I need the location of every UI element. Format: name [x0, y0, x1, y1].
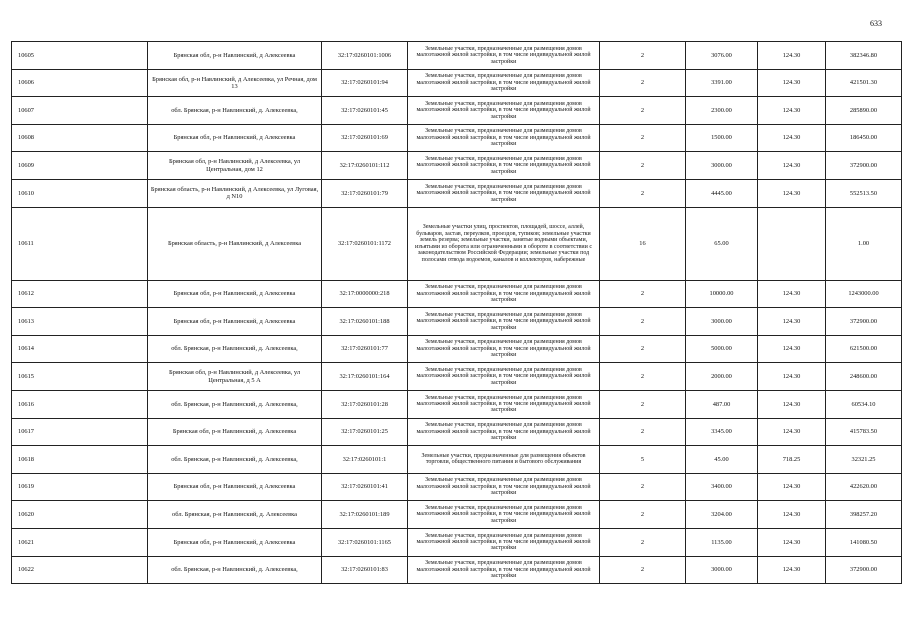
cadastral-value-cell: 372900.00 [826, 152, 902, 180]
cadastral-number-cell: 32:17:0260101:188 [322, 308, 408, 336]
specific-value-cell: 124.30 [758, 97, 826, 125]
category-cell: 2 [600, 97, 686, 125]
cadastral-number-cell: 32:17:0260101:1165 [322, 528, 408, 556]
table-row [12, 280, 902, 308]
address-cell: Брянская обл, р-н Навлинский, д Алексеевка [148, 42, 322, 70]
address-cell: Брянская обл, р-н Навлинский, д Алексеевка [148, 308, 322, 336]
land-use-description-cell: Земельные участки, предназначенные для размещения домов малоэтажной жилой застройки, в том числе индивидуальной жилой застройки [408, 473, 600, 501]
land-use-description-cell: Земельные участки, предназначенные для размещения домов малоэтажной жилой застройки, в том числе индивидуальной жилой застройки [408, 418, 600, 446]
land-use-description-cell: Земельные участки, предназначенные для размещения домов малоэтажной жилой застройки, в том числе индивидуальной жилой застройки [408, 124, 600, 152]
specific-value-cell: 124.30 [758, 335, 826, 363]
row-number-cell: 10614 [12, 335, 148, 363]
row-number-cell: 10611 [12, 207, 148, 280]
address-cell: обл. Брянская, р-н Навлинский, д. Алексеевка, [148, 556, 322, 584]
specific-value-cell: 124.30 [758, 363, 826, 391]
specific-value-cell: 124.30 [758, 528, 826, 556]
area-cell: 45.00 [686, 446, 758, 474]
cadastral-value-cell: 415783.50 [826, 418, 902, 446]
cadastral-number-cell: 32:17:0260101:45 [322, 97, 408, 125]
area-cell: 1135.00 [686, 528, 758, 556]
land-use-description-cell: Земельные участки, предназначенные для размещения домов малоэтажной жилой застройки, в том числе индивидуальной жилой застройки [408, 335, 600, 363]
page-number: 633 [870, 19, 882, 28]
category-cell: 2 [600, 69, 686, 97]
specific-value-cell: 124.30 [758, 42, 826, 70]
cadastral-number-cell: 32:17:0000000:218 [322, 280, 408, 308]
land-use-description-cell: Земельные участки, предназначенные для размещения домов малоэтажной жилой застройки, в том числе индивидуальной жилой застройки [408, 69, 600, 97]
table-row [12, 501, 902, 529]
table-row [12, 42, 902, 70]
specific-value-cell: 124.30 [758, 308, 826, 336]
specific-value-cell: 124.30 [758, 124, 826, 152]
row-number-cell: 10607 [12, 97, 148, 125]
specific-value-cell: 124.30 [758, 473, 826, 501]
row-number-cell: 10606 [12, 69, 148, 97]
category-cell: 2 [600, 280, 686, 308]
cadastral-number-cell: 32:17:0260101:25 [322, 418, 408, 446]
address-cell: Брянская обл, р-н Навлинский, д Алексеевка [148, 124, 322, 152]
category-cell: 5 [600, 446, 686, 474]
area-cell: 2000.00 [686, 363, 758, 391]
table-row [12, 446, 902, 474]
table-row [12, 418, 902, 446]
address-cell: Брянская обл, р-н Навлинский, д Алексеевка, ул Центральная, д 5 А [148, 363, 322, 391]
cadastral-value-cell: 372900.00 [826, 308, 902, 336]
category-cell: 2 [600, 363, 686, 391]
cadastral-number-cell: 32:17:0260101:1 [322, 446, 408, 474]
row-number-cell: 10619 [12, 473, 148, 501]
row-number-cell: 10617 [12, 418, 148, 446]
address-cell: Брянская область, р-н Навлинский, д Алексеевка, ул Луговая, д N10 [148, 179, 322, 207]
address-cell: Брянская обл, р-н Навлинский, д Алексеевка [148, 280, 322, 308]
cadastral-number-cell: 32:17:0260101:1006 [322, 42, 408, 70]
address-cell: Брянская обл, р-н Навлинский, д Алексеевка [148, 528, 322, 556]
area-cell: 3400.00 [686, 473, 758, 501]
row-number-cell: 10610 [12, 179, 148, 207]
cadastral-value-cell: 422620.00 [826, 473, 902, 501]
category-cell: 2 [600, 556, 686, 584]
cadastral-value-cell: 621500.00 [826, 335, 902, 363]
land-use-description-cell: Земельные участки улиц, проспектов, площадей, шоссе, аллей, бульваров, застав, переулков, проездов, тупиков; земельные участки земель резерва; земельные участки, занятые водными объектами, изъятыми из оборота или ограниченными в обороте в соответствии с законодательством Российской Федерации; земельные участки под полосами отвода водоемов, каналов и коллекторов, набережные [408, 207, 600, 280]
category-cell: 2 [600, 473, 686, 501]
address-cell: обл. Брянская, р-н Навлинский, д. Алексеевка, [148, 446, 322, 474]
area-cell: 2300.00 [686, 97, 758, 125]
table-row [12, 308, 902, 336]
cadastral-value-cell: 141080.50 [826, 528, 902, 556]
category-cell: 2 [600, 179, 686, 207]
cadastral-value-cell: 1243000.00 [826, 280, 902, 308]
land-use-description-cell: Земельные участки, предназначенные для размещения домов малоэтажной жилой застройки, в том числе индивидуальной жилой застройки [408, 556, 600, 584]
area-cell: 4445.00 [686, 179, 758, 207]
specific-value-cell [758, 207, 826, 280]
cadastral-value-cell: 1.00 [826, 207, 902, 280]
cadastral-number-cell: 32:17:0260101:189 [322, 501, 408, 529]
specific-value-cell: 124.30 [758, 501, 826, 529]
cadastral-number-cell: 32:17:0260101:69 [322, 124, 408, 152]
table-row [12, 179, 902, 207]
category-cell: 2 [600, 418, 686, 446]
cadastral-value-cell: 382346.80 [826, 42, 902, 70]
category-cell: 2 [600, 335, 686, 363]
cadastral-number-cell: 32:17:0260101:28 [322, 390, 408, 418]
cadastral-value-cell: 552513.50 [826, 179, 902, 207]
cadastral-number-cell: 32:17:0260101:1172 [322, 207, 408, 280]
cadastral-number-cell: 32:17:0260101:94 [322, 69, 408, 97]
table-row [12, 97, 902, 125]
table-row [12, 207, 902, 280]
address-cell: обл. Брянская, р-н Навлинский, д. Алексеевка, [148, 97, 322, 125]
table-row [12, 69, 902, 97]
specific-value-cell: 124.30 [758, 152, 826, 180]
row-number-cell: 10613 [12, 308, 148, 336]
cadastral-value-cell: 421501.30 [826, 69, 902, 97]
specific-value-cell: 124.30 [758, 418, 826, 446]
cadastral-value-table [11, 41, 902, 584]
land-use-description-cell: Земельные участки, предназначенные для размещения домов малоэтажной жилой застройки, в том числе индивидуальной жилой застройки [408, 42, 600, 70]
area-cell: 3391.00 [686, 69, 758, 97]
address-cell: обл. Брянская, р-н Навлинский, д. Алексеевка, [148, 335, 322, 363]
row-number-cell: 10608 [12, 124, 148, 152]
land-use-description-cell: Земельные участки, предназначенные для размещения домов малоэтажной жилой застройки, в том числе индивидуальной жилой застройки [408, 97, 600, 125]
land-use-description-cell: Земельные участки, предназначенные для размещения домов малоэтажной жилой застройки, в том числе индивидуальной жилой застройки [408, 501, 600, 529]
specific-value-cell: 124.30 [758, 280, 826, 308]
land-use-description-cell: Земельные участки, предназначенные для размещения объектов торговли, общественного питания и бытового обслуживания [408, 446, 600, 474]
row-number-cell: 10612 [12, 280, 148, 308]
category-cell: 2 [600, 390, 686, 418]
specific-value-cell: 124.30 [758, 390, 826, 418]
row-number-cell: 10605 [12, 42, 148, 70]
table-row [12, 473, 902, 501]
address-cell: Брянская обл, р-н Навлинский, д Алексеевка, ул Речная, дом 13 [148, 69, 322, 97]
table-row [12, 363, 902, 391]
area-cell: 3204.00 [686, 501, 758, 529]
cadastral-value-cell: 372900.00 [826, 556, 902, 584]
area-cell: 10000.00 [686, 280, 758, 308]
specific-value-cell: 124.30 [758, 556, 826, 584]
category-cell: 2 [600, 124, 686, 152]
cadastral-number-cell: 32:17:0260101:77 [322, 335, 408, 363]
area-cell: 3000.00 [686, 556, 758, 584]
area-cell: 1500.00 [686, 124, 758, 152]
row-number-cell: 10620 [12, 501, 148, 529]
table-row [12, 556, 902, 584]
land-use-description-cell: Земельные участки, предназначенные для размещения домов малоэтажной жилой застройки, в том числе индивидуальной жилой застройки [408, 280, 600, 308]
area-cell: 3076.00 [686, 42, 758, 70]
row-number-cell: 10609 [12, 152, 148, 180]
category-cell: 16 [600, 207, 686, 280]
table-body [12, 42, 902, 584]
table-row [12, 124, 902, 152]
land-use-description-cell: Земельные участки, предназначенные для размещения домов малоэтажной жилой застройки, в том числе индивидуальной жилой застройки [408, 308, 600, 336]
cadastral-number-cell: 32:17:0260101:79 [322, 179, 408, 207]
cadastral-value-cell: 248600.00 [826, 363, 902, 391]
address-cell: обл. Брянская, р-н Навлинский, д. Алексеевка [148, 501, 322, 529]
category-cell: 2 [600, 528, 686, 556]
table-row [12, 528, 902, 556]
row-number-cell: 10618 [12, 446, 148, 474]
category-cell: 2 [600, 308, 686, 336]
area-cell: 487.00 [686, 390, 758, 418]
table-row [12, 152, 902, 180]
specific-value-cell: 124.30 [758, 69, 826, 97]
table-row [12, 390, 902, 418]
land-use-description-cell: Земельные участки, предназначенные для размещения домов малоэтажной жилой застройки, в том числе индивидуальной жилой застройки [408, 528, 600, 556]
address-cell: Брянская обл, р-н Навлинский, д. Алексеевка [148, 418, 322, 446]
address-cell: Брянская обл, р-н Навлинский, д Алексеевка, ул Центральная, дом 12 [148, 152, 322, 180]
land-use-description-cell: Земельные участки, предназначенные для размещения домов малоэтажной жилой застройки, в том числе индивидуальной жилой застройки [408, 179, 600, 207]
area-cell: 3345.00 [686, 418, 758, 446]
area-cell: 3000.00 [686, 308, 758, 336]
row-number-cell: 10615 [12, 363, 148, 391]
cadastral-number-cell: 32:17:0260101:112 [322, 152, 408, 180]
cadastral-value-cell: 186450.00 [826, 124, 902, 152]
address-cell: обл. Брянская, р-н Навлинский, д. Алексеевка, [148, 390, 322, 418]
cadastral-value-cell: 285890.00 [826, 97, 902, 125]
row-number-cell: 10621 [12, 528, 148, 556]
address-cell: Брянская обл, р-н Навлинский, д Алексеевка [148, 473, 322, 501]
cadastral-value-cell: 60534.10 [826, 390, 902, 418]
address-cell: Брянская область, р-н Навлинский, д Алексеевка [148, 207, 322, 280]
land-use-description-cell: Земельные участки, предназначенные для размещения домов малоэтажной жилой застройки, в том числе индивидуальной жилой застройки [408, 152, 600, 180]
category-cell: 2 [600, 152, 686, 180]
cadastral-number-cell: 32:17:0260101:83 [322, 556, 408, 584]
cadastral-value-cell: 32321.25 [826, 446, 902, 474]
area-cell: 65.00 [686, 207, 758, 280]
row-number-cell: 10616 [12, 390, 148, 418]
cadastral-number-cell: 32:17:0260101:41 [322, 473, 408, 501]
cadastral-value-cell: 398257.20 [826, 501, 902, 529]
category-cell: 2 [600, 501, 686, 529]
category-cell: 2 [600, 42, 686, 70]
land-use-description-cell: Земельные участки, предназначенные для размещения домов малоэтажной жилой застройки, в том числе индивидуальной жилой застройки [408, 363, 600, 391]
cadastral-number-cell: 32:17:0260101:164 [322, 363, 408, 391]
table-row [12, 335, 902, 363]
area-cell: 5000.00 [686, 335, 758, 363]
land-use-description-cell: Земельные участки, предназначенные для размещения домов малоэтажной жилой застройки, в том числе индивидуальной жилой застройки [408, 390, 600, 418]
specific-value-cell: 124.30 [758, 179, 826, 207]
specific-value-cell: 718.25 [758, 446, 826, 474]
area-cell: 3000.00 [686, 152, 758, 180]
row-number-cell: 10622 [12, 556, 148, 584]
